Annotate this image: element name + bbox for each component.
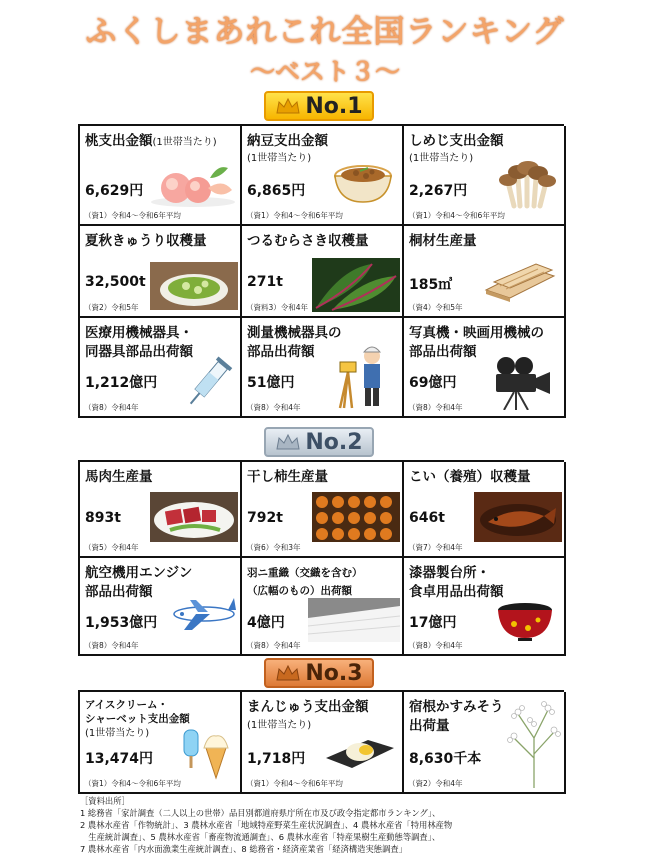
card-label: つるむらさき収穫量	[247, 233, 369, 249]
card-label: 医療用機械器具・ 同器具部品出荷額	[85, 325, 193, 360]
ranking-card	[404, 692, 566, 794]
card-source: （資7）令和4年	[408, 543, 463, 552]
peach-icon	[148, 158, 238, 208]
ranking-card	[404, 318, 566, 418]
card-label-suffix: (1世帯当たり)	[152, 137, 217, 148]
cucumber-icon	[150, 262, 238, 310]
card-label: 馬肉生産量	[85, 469, 153, 485]
sources-note	[80, 795, 640, 855]
card-label: 羽ニ重織（交織を含む） （広幅のもの）出荷額	[247, 567, 363, 597]
card-label: 漆器製台所・ 食卓用品出荷額	[409, 565, 504, 600]
rank-1-label: No.1	[305, 93, 363, 119]
rank-2-badge	[264, 427, 374, 457]
rank-2-label: No.2	[305, 429, 363, 455]
lacquer-bowl-icon	[494, 598, 556, 642]
ranking-card	[242, 692, 404, 794]
sources-line: 1 総務省「家計調査（二人以上の世帯）品目別都道府県庁所在市及び政令指定都市ランキング」、	[80, 808, 441, 818]
card-source: （資8）令和4年	[84, 641, 139, 650]
card-source: （資1）令和4～令和6年平均	[408, 211, 505, 220]
dried-persimmon-icon	[312, 492, 400, 542]
card-source: （資8）令和4年	[408, 403, 463, 412]
card-source: （資8）令和4年	[246, 641, 301, 650]
card-label: しめじ支出金額	[409, 133, 504, 149]
rank-1-grid	[78, 124, 564, 418]
card-sub: (1世帯当たり)	[409, 153, 474, 164]
ranking-card	[242, 462, 404, 558]
card-value: 6,865円	[247, 183, 306, 199]
carp-dish-icon	[474, 492, 562, 542]
card-value: 6,629円	[85, 183, 144, 199]
card-label: 桃支出金額	[85, 133, 153, 149]
page-subtitle: ～ベスト３～	[249, 57, 400, 86]
ice-cream-icon	[180, 726, 230, 780]
card-value: 8,630千本	[409, 751, 482, 767]
card-sub: (1世帯当たり)	[247, 720, 312, 731]
gypsophila-icon	[504, 698, 562, 790]
rank-3-badge	[264, 658, 374, 688]
card-source: （資料3）令和4年	[246, 303, 309, 312]
card-value: 1,718円	[247, 751, 306, 767]
surveyor-icon	[330, 342, 392, 410]
card-label: 夏秋きゅうり収穫量	[85, 233, 207, 249]
natto-icon	[330, 154, 396, 206]
card-label: 写真機・映画用機械の 部品出荷額	[409, 325, 544, 360]
tsurumurasaki-icon	[312, 258, 400, 312]
ranking-card	[80, 692, 242, 794]
manju-icon	[322, 732, 396, 772]
card-label: 桐材生産量	[409, 233, 477, 249]
card-value: 185㎥	[409, 277, 453, 293]
card-value: 17億円	[409, 615, 457, 631]
card-value: 1,953億円	[85, 615, 158, 631]
sources-line: 7 農林水産省「内水面漁業生産統計調査」、8 総務省・経済産業省「経済構造実態調査」	[80, 844, 407, 854]
sources-line: 生産統計調査」、5 農林水産省「畜産物流通調査」、6 農林水産省「特産果樹生産動態等調査」、	[80, 832, 441, 842]
shimeji-icon	[496, 154, 558, 210]
sources-line: 2 農林水産省「作物統計」、3 農林水産省「地域特産野菜生産状況調査」、4 農林水産省「特用林産物	[80, 820, 453, 830]
card-source: （資8）令和4年	[84, 403, 139, 412]
sources-heading: ［資料出所］	[80, 796, 130, 806]
crown-icon	[275, 433, 301, 451]
rank-2-grid	[78, 460, 564, 656]
card-source: （資2）令和5年	[84, 303, 139, 312]
card-value: 69億円	[409, 375, 457, 391]
card-value: 4億円	[247, 615, 285, 631]
silk-fabric-icon	[308, 598, 400, 642]
rank-1-badge	[264, 91, 374, 121]
card-sub: (1世帯当たり)	[247, 153, 312, 164]
card-source: （資2）令和4年	[408, 779, 463, 788]
card-source: （資6）令和3年	[246, 543, 301, 552]
page-title: ふくしまあれこれ全国ランキング	[85, 14, 565, 50]
ranking-card	[80, 318, 242, 418]
horse-meat-icon	[150, 492, 238, 542]
card-label: まんじゅう支出金額	[247, 699, 369, 715]
syringe-icon	[180, 354, 236, 412]
ranking-card	[242, 226, 404, 318]
card-source: （資1）令和4～令和6年平均	[84, 779, 181, 788]
card-source: （資8）令和4年	[246, 403, 301, 412]
card-label: 宿根かすみそう 出荷量	[409, 699, 504, 734]
card-value: 32,500t	[85, 274, 146, 290]
card-label: こい（養殖）収穫量	[409, 469, 531, 485]
ranking-card	[242, 126, 404, 226]
card-value: 2,267円	[409, 183, 468, 199]
rank-3-grid	[78, 690, 564, 794]
card-source: （資8）令和4年	[408, 641, 463, 650]
card-value: 792t	[247, 510, 283, 526]
card-source: （資1）令和4～令和6年平均	[84, 211, 181, 220]
card-label: アイスクリーム・ シャーベット支出金額	[85, 699, 190, 725]
crown-icon	[275, 664, 301, 682]
ranking-card	[242, 318, 404, 418]
card-sub: (1世帯当たり)	[85, 728, 150, 739]
card-value: 13,474円	[85, 751, 154, 767]
movie-camera-icon	[488, 354, 556, 410]
card-source: （資4）令和5年	[408, 303, 463, 312]
rank-3-label: No.3	[305, 660, 363, 686]
airplane-icon	[170, 592, 238, 634]
card-label: 干し柿生産量	[247, 469, 328, 485]
card-label: 納豆支出金額	[247, 133, 328, 149]
card-value: 271t	[247, 274, 283, 290]
ranking-card	[80, 558, 242, 656]
ranking-card	[404, 126, 566, 226]
ranking-card	[80, 126, 242, 226]
ranking-card	[404, 558, 566, 656]
card-source: （資1）令和4～令和6年平均	[246, 211, 343, 220]
crown-icon	[275, 97, 301, 115]
card-value: 1,212億円	[85, 375, 158, 391]
card-source: （資5）令和4年	[84, 543, 139, 552]
ranking-card	[404, 462, 566, 558]
card-value: 51億円	[247, 375, 295, 391]
card-source: （資1）令和4～令和6年平均	[246, 779, 343, 788]
card-label: 航空機用エンジン 部品出荷額	[85, 565, 193, 600]
card-label: 測量機械器具の 部品出荷額	[247, 325, 342, 360]
ranking-card	[80, 226, 242, 318]
card-value: 893t	[85, 510, 121, 526]
ranking-card	[404, 226, 566, 318]
ranking-card	[242, 558, 404, 656]
paulownia-wood-icon	[480, 260, 560, 302]
ranking-card	[80, 462, 242, 558]
card-value: 646t	[409, 510, 445, 526]
